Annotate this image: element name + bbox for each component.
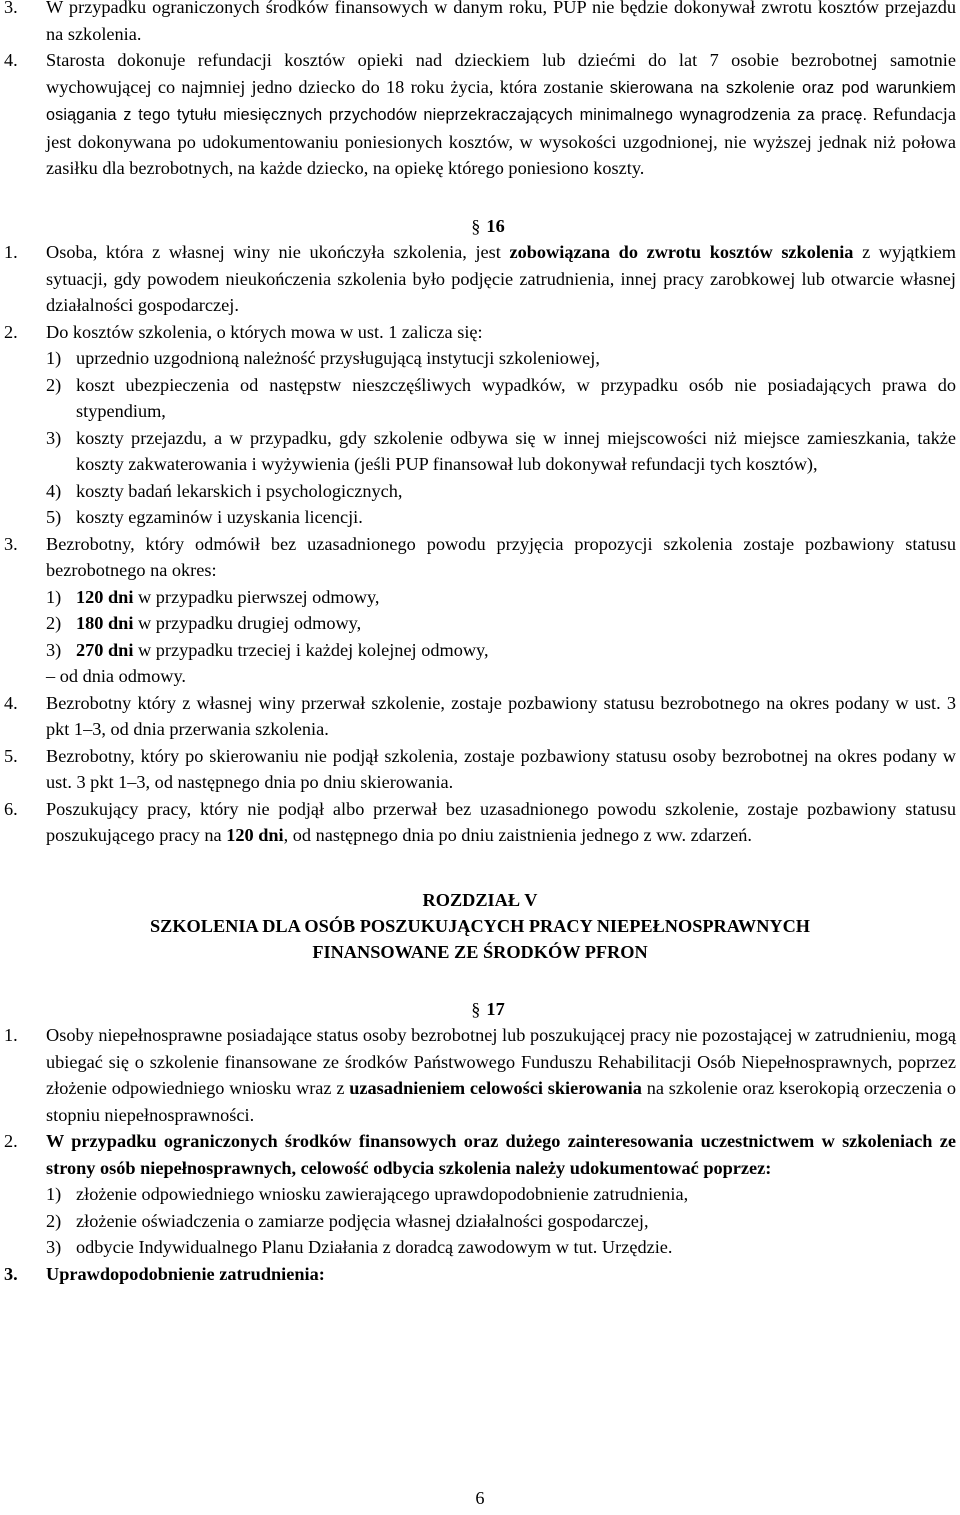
sub-item	[0, 1208, 960, 1235]
item-text: Do kosztów szkolenia, o których mowa w ust. 1 zalicza się:	[46, 321, 483, 342]
item-text: na szkolenie oraz kserokopią orzeczenia o stopniu niepełnosprawności.	[46, 1078, 956, 1125]
list-item	[0, 743, 960, 796]
item-text-bold: zobowiązana do zwrotu kosztów szkolenia	[509, 242, 854, 262]
list-item	[0, 690, 960, 743]
sub-item-text: koszty egzaminów i uzyskania licencji.	[76, 507, 363, 527]
sub-item-number: 2)	[46, 613, 62, 633]
section-heading	[0, 996, 960, 1023]
sub-item	[0, 372, 960, 425]
item-text-bold: 120 dni	[226, 825, 284, 845]
section-symbol: §	[471, 215, 481, 236]
sub-item-text: odbycie Indywidualnego Planu Działania z doradcą zawodowym w tut. Urzędzie.	[76, 1237, 673, 1257]
chapter-heading	[0, 887, 960, 965]
list-item	[0, 796, 960, 849]
chapter-subtitle: FINANSOWANE ZE ŚRODKÓW PFRON	[312, 941, 648, 962]
sub-item-text: złożenie oświadczenia o zamiarze podjęcia własnej działalności gospodarczej,	[76, 1210, 649, 1231]
sub-item-number: 1)	[46, 1184, 62, 1204]
list-item	[0, 319, 960, 346]
section-number: 17	[486, 998, 505, 1019]
section-symbol: §	[471, 998, 481, 1019]
chapter-title: ROZDZIAŁ V	[422, 889, 538, 910]
item-text: Osoba, która z własnej winy nie ukończyła szkolenia, jest	[46, 242, 510, 262]
sub-item-number: 2)	[46, 1210, 62, 1231]
sub-item-text-bold: 270 dni	[76, 639, 134, 660]
sub-item-number: 1)	[46, 586, 62, 607]
item-text: z wyjątkiem sytuacji, gdy powodem nieukończenia szkolenia było podjęcie zatrudnienia, innej pracy zarobkowej lub otwarcie własnej działalności gospodarczej.	[46, 242, 956, 315]
item-text: Bezrobotny, który odmówił bez uzasadnionego powodu przyjęcia propozycji szkolenia zostaje pozbawiony statusu bezrobotnego na okres:	[46, 533, 956, 580]
page-number: 6	[475, 1488, 485, 1508]
item-number: 5.	[4, 745, 18, 766]
sub-item-text: w przypadku pierwszej odmowy,	[133, 586, 380, 607]
list-item	[0, 1128, 960, 1181]
item-number: 1.	[4, 242, 18, 262]
item-text: W przypadku ograniczonych środków finansowych w danym roku, PUP nie będzie dokonywał zwrotu kosztów przejazdu na szkolenia.	[46, 0, 956, 44]
section-number: 16	[486, 215, 505, 236]
item-text-bold: W przypadku ograniczonych środków finansowych oraz dużego zainteresowania uczestnictwem w szkoleniach ze strony osób niepełnosprawnych, celowość odbycia szkolenia należy udokumentować poprzez:	[46, 1131, 956, 1178]
item-text: Bezrobotny który z własnej winy przerwał szkolenie, zostaje pozbawiony statusu bezrobotnego na okres podany w ust. 3 pkt 1–3, od dnia przerwania szkolenia.	[46, 692, 956, 739]
sub-item	[0, 345, 960, 372]
item-number: 3.	[4, 533, 18, 554]
list-item	[0, 47, 960, 182]
item-text: Bezrobotny, który po skierowaniu nie podjął szkolenia, zostaje pozbawiony statusu osoby bezrobotnej na okres podany w ust. 3 pkt 1–3, od następnego dnia po dniu skierowania.	[46, 745, 956, 792]
list-item	[0, 1261, 960, 1288]
item-number: 3.	[4, 1263, 18, 1284]
list-item	[0, 1022, 960, 1128]
sub-item-text: w przypadku trzeciej i każdej kolejnej odmowy,	[133, 639, 489, 660]
sub-item	[0, 1234, 960, 1261]
item-text-bold: Uprawdopodobnienie zatrudnienia:	[46, 1263, 325, 1284]
item-number: 2.	[4, 321, 18, 342]
item-number: 1.	[4, 1025, 18, 1045]
sub-item-text: w przypadku drugiej odmowy,	[133, 613, 362, 633]
sub-item-text-bold: 120 dni	[76, 586, 134, 607]
sub-item-number: 2)	[46, 374, 62, 395]
sub-item-text: złożenie odpowiedniego wniosku zawierającego uprawdopodobnienie zatrudnienia,	[76, 1184, 689, 1204]
sub-item	[0, 504, 960, 531]
sub-item-number: 3)	[46, 1237, 62, 1257]
item-number: 4.	[4, 50, 18, 70]
item-number: 3.	[4, 0, 18, 17]
sub-item-text: koszty badań lekarskich i psychologicznych,	[76, 480, 403, 501]
sub-item-number: 1)	[46, 348, 62, 368]
sub-item-number: 4)	[46, 480, 62, 501]
list-item	[0, 0, 960, 47]
sub-item	[0, 610, 960, 637]
item-number: 4.	[4, 692, 18, 713]
sub-item	[0, 478, 960, 505]
sub-item-number: 5)	[46, 507, 62, 527]
sub-item-text-bold: 180 dni	[76, 613, 134, 633]
item-text: Refundacja jest dokonywana po udokumentowaniu poniesionych kosztów, w wysokości uzgodnionej, nie wyższej jednak niż połowa zasiłku dla bezrobotnych, na każde dziecko, na opiekę którego poniesiono koszty.	[46, 104, 957, 178]
sub-item-text: uprzednio uzgodnioną należność przysługującą instytucji szkoleniowej,	[76, 348, 600, 368]
sub-item	[0, 425, 960, 478]
section-heading	[0, 213, 960, 240]
item-closing-text: – od dnia odmowy.	[46, 666, 186, 686]
item-text: Osoby niepełnosprawne posiadające status osoby bezrobotnej lub poszukującej pracy nie pozostającej w zatrudnieniu, mogą ubiegać się o szkolenie finansowane ze środków Państwowego Funduszu Rehabilitacji Osób Niepełnosprawnych, poprzez złożenie odpowiedniego wniosku wraz z	[46, 1025, 956, 1098]
item-text-sans: skierowana na szkolenie oraz pod warunkiem osiągania z tego tytułu miesięcznych przychodów nieprzekraczających minimalnego wynagrodzenia za pracę.	[46, 78, 957, 124]
item-number: 6.	[4, 798, 18, 819]
item-text: Starosta dokonuje refundacji kosztów opieki nad dzieckiem lub dziećmi do lat 7 osobie bezrobotnej samotnie wychowującej co najmniej jedno dziecko do 18 roku życia, która zostanie	[46, 50, 956, 97]
chapter-subtitle: SZKOLENIA DLA OSÓB POSZUKUJĄCYCH PRACY NIEPEŁNOSPRAWNYCH	[149, 915, 811, 936]
item-text: , od następnego dnia po dniu zaistnienia jednego z ww. zdarzeń.	[283, 825, 752, 845]
list-item-closing	[0, 663, 960, 690]
sub-item	[0, 637, 960, 664]
sub-item-text: koszt ubezpieczenia od następstw nieszczęśliwych wypadków, w przypadku osób nie posiadających prawa do stypendium,	[76, 374, 956, 421]
sub-item-number: 3)	[46, 639, 62, 660]
sub-item	[0, 1181, 960, 1208]
sub-item-text: koszty przejazdu, a w przypadku, gdy szkolenie odbywa się w innej miejscowości niż miejsce zamieszkania, także koszty zakwaterowania i wyżywienia (jeśli PUP finansował lub dokonywał refundacji tych kosztów),	[76, 427, 956, 474]
item-text-bold: uzasadnieniem celowości skierowania	[349, 1078, 642, 1098]
item-number: 2.	[4, 1131, 18, 1151]
list-item	[0, 239, 960, 319]
list-item	[0, 531, 960, 584]
sub-item	[0, 584, 960, 611]
item-text: Poszukujący pracy, który nie podjął albo przerwał bez uzasadnionego powodu szkolenie, zostaje pozbawiony statusu poszukującego pracy na	[46, 798, 956, 845]
sub-item-number: 3)	[46, 427, 62, 448]
